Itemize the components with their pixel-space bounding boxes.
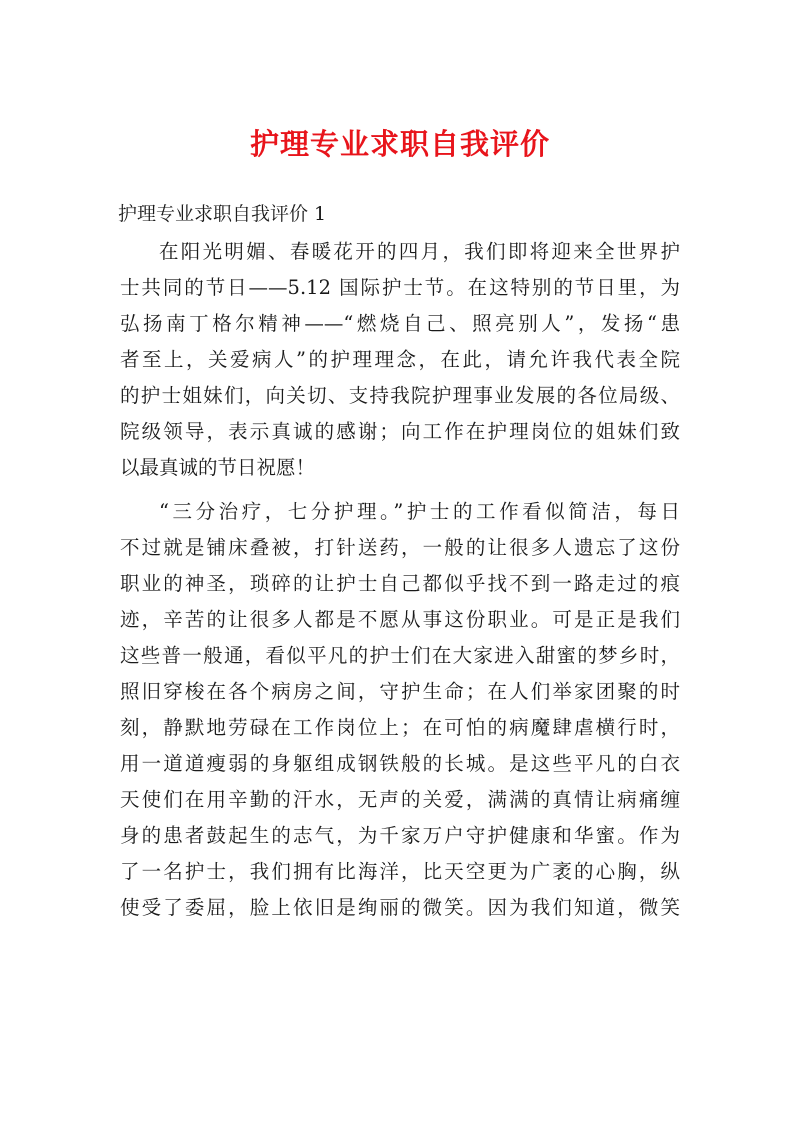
document-body bbox=[120, 234, 680, 926]
paragraph-line: 弘扬南丁格尔精神——“燃烧自己、照亮别人”，发扬“患 bbox=[120, 312, 680, 335]
paragraph-line: 这些普一般通，看似平凡的护士们在大家进入甜蜜的梦乡时， bbox=[120, 644, 680, 667]
paragraph-line: 士共同的节日——5.12 国际护士节。在这特别的节日里，为 bbox=[120, 276, 680, 299]
paragraph-line: 者至上，关爱病人”的护理理念，在此，请允许我代表全院 bbox=[120, 348, 680, 371]
paragraph-line: 了一名护士，我们拥有比海洋，比天空更为广袤的心胸，纵 bbox=[120, 860, 680, 883]
paragraph-line: 以最真诚的节日祝愿！ bbox=[120, 456, 316, 479]
paragraph-line: 照旧穿梭在各个病房之间，守护生命；在人们举家团聚的时 bbox=[120, 680, 680, 703]
paragraph-line: 天使们在用辛勤的汗水，无声的关爱，满满的真情让病痛缠 bbox=[120, 788, 680, 811]
paragraph-line: 迹，辛苦的让很多人都是不愿从事这份职业。可是正是我们 bbox=[120, 608, 680, 631]
paragraph-line: 身的患者鼓起生的志气，为千家万户守护健康和华蜜。作为 bbox=[120, 824, 680, 847]
paragraph-line: 不过就是铺床叠被，打针送药，一般的让很多人遗忘了这份 bbox=[120, 536, 680, 559]
document-title: 护理专业求职自我评价 bbox=[249, 127, 550, 161]
paragraph-line: 刻，静默地劳碌在工作岗位上；在可怕的病魔肆虐横行时， bbox=[120, 716, 680, 739]
paragraph-line: 用一道道瘦弱的身躯组成钢铁般的长城。是这些平凡的白衣 bbox=[120, 752, 680, 775]
paragraph-line: 在阳光明媚、春暖花开的四月，我们即将迎来全世界护 bbox=[159, 240, 680, 263]
paragraph-line: “三分治疗，七分护理。”护士的工作看似简洁，每日 bbox=[159, 500, 680, 523]
paragraph-gap bbox=[120, 486, 680, 494]
paragraph-line: 院级领导，表示真诚的感谢；向工作在护理岗位的姐妹们致 bbox=[120, 420, 680, 443]
paragraph-line: 使受了委屈，脸上依旧是绚丽的微笑。因为我们知道，微笑 bbox=[120, 896, 680, 919]
paragraph-line: 的护士姐妹们，向关切、支持我院护理事业发展的各位局级、 bbox=[120, 384, 680, 407]
paragraph-line: 职业的神圣，琐碎的让护士自己都似乎找不到一路走过的痕 bbox=[120, 572, 680, 595]
section-heading: 护理专业求职自我评价 1 bbox=[118, 203, 327, 225]
paragraph-2 bbox=[120, 494, 680, 926]
paragraph-1 bbox=[120, 234, 680, 486]
